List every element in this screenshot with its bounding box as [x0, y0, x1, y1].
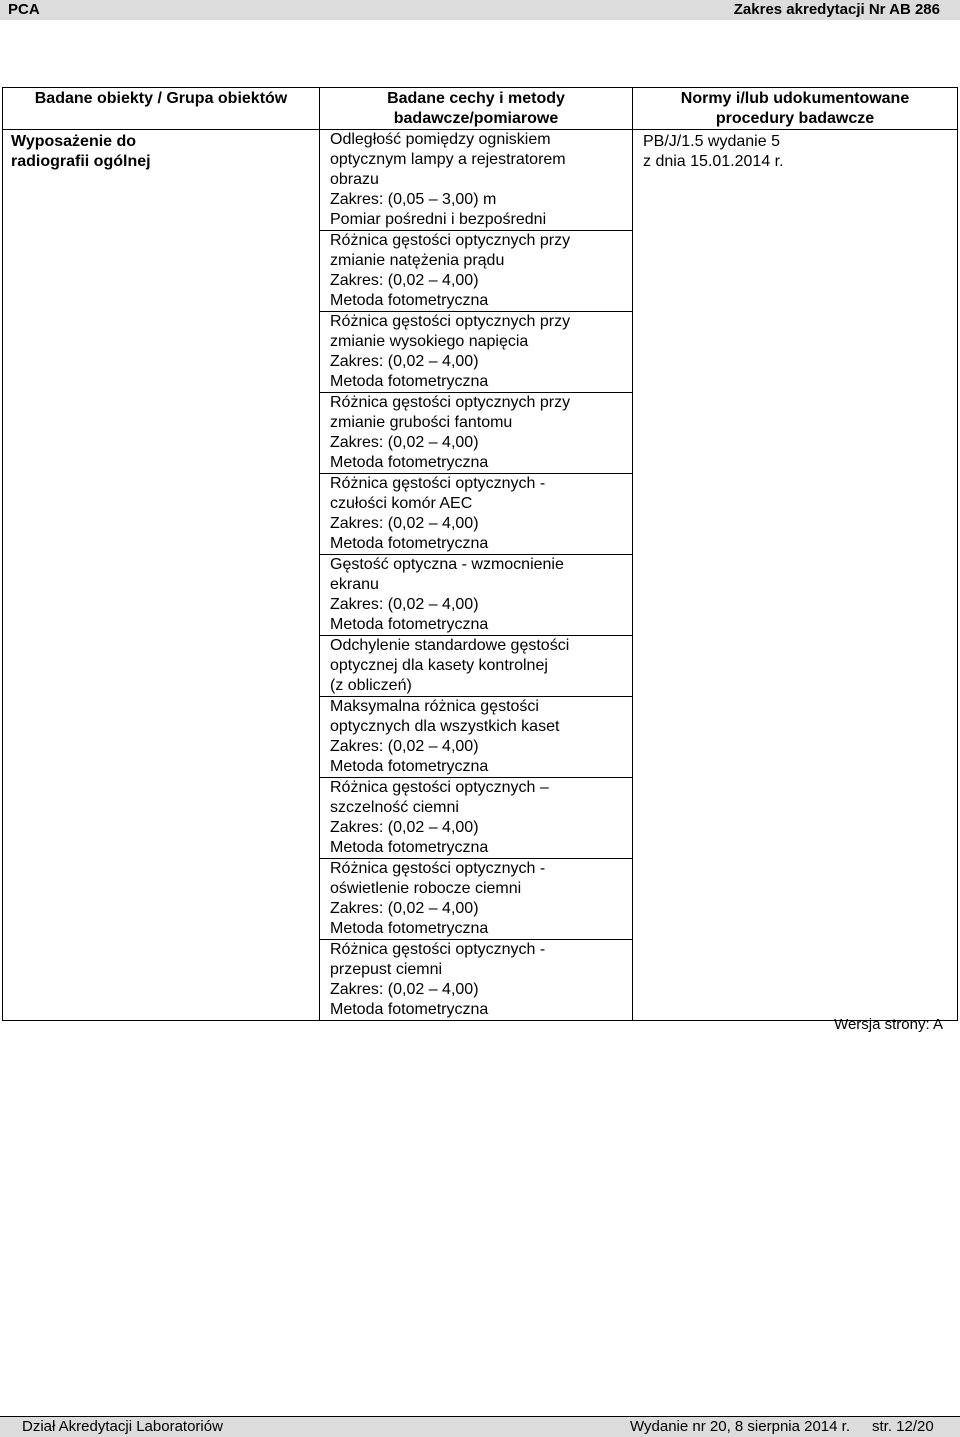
- footer-page-number: str. 12/20: [872, 1418, 934, 1435]
- feature-line: optycznych dla wszystkich kaset: [330, 718, 560, 735]
- feature-line: Gęstość optyczna - wzmocnienie: [330, 556, 564, 573]
- feature-item: [320, 231, 632, 312]
- header-norms: [633, 88, 958, 130]
- feature-line: Zakres: (0,02 – 4,00): [330, 738, 479, 755]
- header-norms-line: Normy i/lub udokumentowane: [680, 90, 910, 107]
- header-features-line: badawcze/pomiarowe: [393, 110, 559, 127]
- page-header: [0, 0, 960, 20]
- feature-line: Różnica gęstości optycznych przy: [330, 313, 571, 330]
- feature-line: czułości komór AEC: [330, 495, 473, 512]
- norm-line: PB/J/1.5 wydanie 5: [643, 133, 780, 150]
- feature-line: Zakres: (0,02 – 4,00): [330, 596, 479, 613]
- feature-item: [320, 778, 632, 859]
- feature-line: Metoda fotometryczna: [330, 292, 489, 309]
- table-header-row: [3, 88, 958, 130]
- feature-line: Zakres: (0,02 – 4,00): [330, 515, 479, 532]
- feature-item: [320, 555, 632, 636]
- footer-edition: Wydanie nr 20, 8 sierpnia 2014 r.: [630, 1418, 850, 1435]
- header-document-title: Zakres akredytacji Nr AB 286: [733, 1, 940, 18]
- norm-line: z dnia 15.01.2014 r.: [643, 153, 784, 170]
- feature-line: Metoda fotometryczna: [330, 373, 489, 390]
- feature-item: [320, 697, 632, 778]
- object-line: radiografii ogólnej: [11, 153, 151, 170]
- feature-line: Różnica gęstości optycznych przy: [330, 232, 571, 249]
- feature-line: Zakres: (0,02 – 4,00): [330, 272, 479, 289]
- header-norms-line: procedury badawcze: [715, 110, 875, 127]
- feature-item: [320, 393, 632, 474]
- header-objects: Badane obiekty / Grupa obiektów: [3, 88, 320, 130]
- feature-item: [320, 859, 632, 940]
- feature-item: [320, 312, 632, 393]
- feature-line: Różnica gęstości optycznych -: [330, 475, 546, 492]
- header-features: [320, 88, 633, 130]
- feature-line: Zakres: (0,02 – 4,00): [330, 819, 479, 836]
- features-cell: [320, 130, 633, 1021]
- feature-line: Odległość pomiędzy ogniskiem: [330, 131, 551, 148]
- feature-line: Zakres: (0,05 – 3,00) m: [330, 191, 497, 208]
- feature-item: [320, 474, 632, 555]
- accreditation-table: [2, 87, 958, 1021]
- feature-line: (z obliczeń): [330, 677, 412, 694]
- feature-line: zmianie natężenia prądu: [330, 252, 505, 269]
- feature-line: Pomiar pośredni i bezpośredni: [330, 211, 547, 228]
- page-version: Wersja strony: A: [834, 1016, 943, 1033]
- feature-line: oświetlenie robocze ciemni: [330, 880, 522, 897]
- feature-line: Zakres: (0,02 – 4,00): [330, 900, 479, 917]
- feature-line: optycznej dla kasety kontrolnej: [330, 657, 548, 674]
- feature-line: optycznym lampy a rejestratorem: [330, 151, 566, 168]
- object-line: Wyposażenie do: [11, 133, 137, 150]
- feature-line: Metoda fotometryczna: [330, 535, 489, 552]
- header-features-line: Badane cechy i metody: [387, 90, 565, 107]
- feature-item: [320, 130, 632, 231]
- feature-line: Metoda fotometryczna: [330, 616, 489, 633]
- feature-line: zmianie grubości fantomu: [330, 414, 513, 431]
- feature-item: [320, 636, 632, 697]
- feature-line: Różnica gęstości optycznych -: [330, 860, 546, 877]
- feature-line: Metoda fotometryczna: [330, 920, 489, 937]
- features-list: [320, 130, 632, 1020]
- feature-line: Zakres: (0,02 – 4,00): [330, 353, 479, 370]
- feature-line: obrazu: [330, 171, 379, 188]
- feature-line: Maksymalna różnica gęstości: [330, 698, 539, 715]
- feature-line: Różnica gęstości optycznych –: [330, 779, 549, 796]
- feature-line: ekranu: [330, 576, 379, 593]
- feature-line: przepust ciemni: [330, 961, 443, 978]
- feature-line: zmianie wysokiego napięcia: [330, 333, 529, 350]
- feature-line: Metoda fotometryczna: [330, 839, 489, 856]
- footer-department: Dział Akredytacji Laboratoriów: [22, 1418, 223, 1435]
- page-footer: [0, 1416, 960, 1437]
- feature-line: Zakres: (0,02 – 4,00): [330, 434, 479, 451]
- feature-line: Metoda fotometryczna: [330, 454, 489, 471]
- feature-line: Metoda fotometryczna: [330, 758, 489, 775]
- object-cell: [3, 130, 320, 1021]
- feature-line: Różnica gęstości optycznych przy: [330, 394, 571, 411]
- feature-line: Odchylenie standardowe gęstości: [330, 637, 570, 654]
- table-row: [3, 130, 958, 1021]
- feature-line: Metoda fotometryczna: [330, 1001, 489, 1018]
- header-org: PCA: [8, 1, 40, 18]
- feature-line: szczelność ciemni: [330, 799, 459, 816]
- norm-cell: [633, 130, 958, 1021]
- feature-line: Zakres: (0,02 – 4,00): [330, 981, 479, 998]
- feature-item: [320, 940, 632, 1020]
- feature-line: Różnica gęstości optycznych -: [330, 941, 546, 958]
